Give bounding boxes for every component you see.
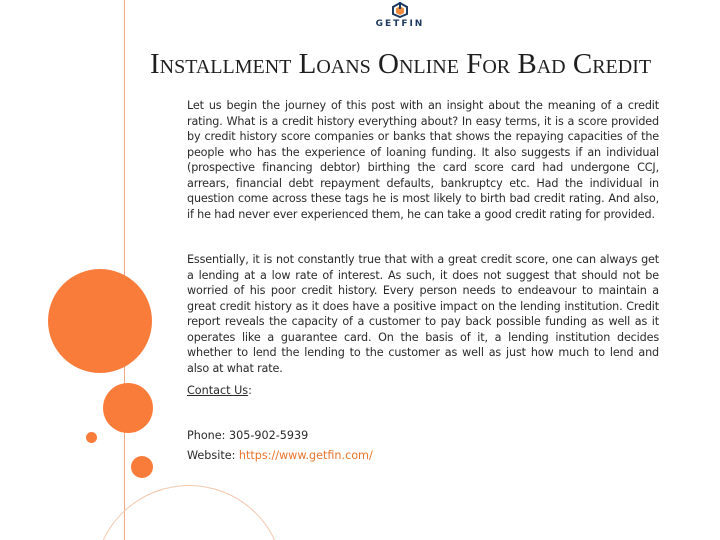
website-label: Website: [187, 449, 239, 462]
vertical-divider [124, 0, 125, 540]
getfin-logo [368, 0, 432, 29]
paragraph-1: Let us begin the journey of this post with an insight about the meaning of a credit rating. What is a credit history everything about? In easy terms, it is a score provided by credit history score companies or banks that shows the repaying capacities of the people who has the experience of loaning funding. It also suggests if an individual (prospective financing debtor) birthing the card score card had undergone CCJ, arrears, financial debt repayment defaults, bankruptcy etc. Had the individual in question come across these tags he is most likely to birth bad credit rating. And also, if he had never ever experienced them, he can take a good credit rating for provided. [187, 99, 659, 221]
website-line [187, 448, 659, 464]
phone-line: Phone: 305-902-5939 [187, 429, 309, 442]
decorative-circle-outline [94, 485, 284, 540]
decorative-circle-medium [103, 383, 153, 433]
logo-brand-text: GETFIN [375, 19, 425, 29]
contact-colon: : [248, 384, 252, 397]
contact-line [187, 383, 659, 399]
getfin-logo-icon [391, 2, 409, 18]
decorative-circle-tiny [86, 432, 97, 443]
contact-us-link[interactable]: Contact Us [187, 384, 249, 397]
website-link[interactable]: https://www.getfin.com/ [238, 449, 373, 462]
decorative-circle-small [131, 456, 153, 478]
decorative-circle-large [48, 269, 152, 373]
paragraph-2: Essentially, it is not constantly true that with a great credit score, one can always get a lending at a low rate of interest. As such, it does not suggest that should not be worried of his poor credit history. Every person needs to endeavour to maintain a great credit history as it does have a positive impact on the lending institution. Credit report reveals the capacity of a customer to pay back possible funding as well as it operates like a guarantee card. On the basis of it, a lending institution decides whether to lend the lending to the customer as well as just how much to lend and also at what rate. [187, 253, 659, 375]
page-title: Installment Loans Online For Bad Credit [150, 48, 652, 80]
